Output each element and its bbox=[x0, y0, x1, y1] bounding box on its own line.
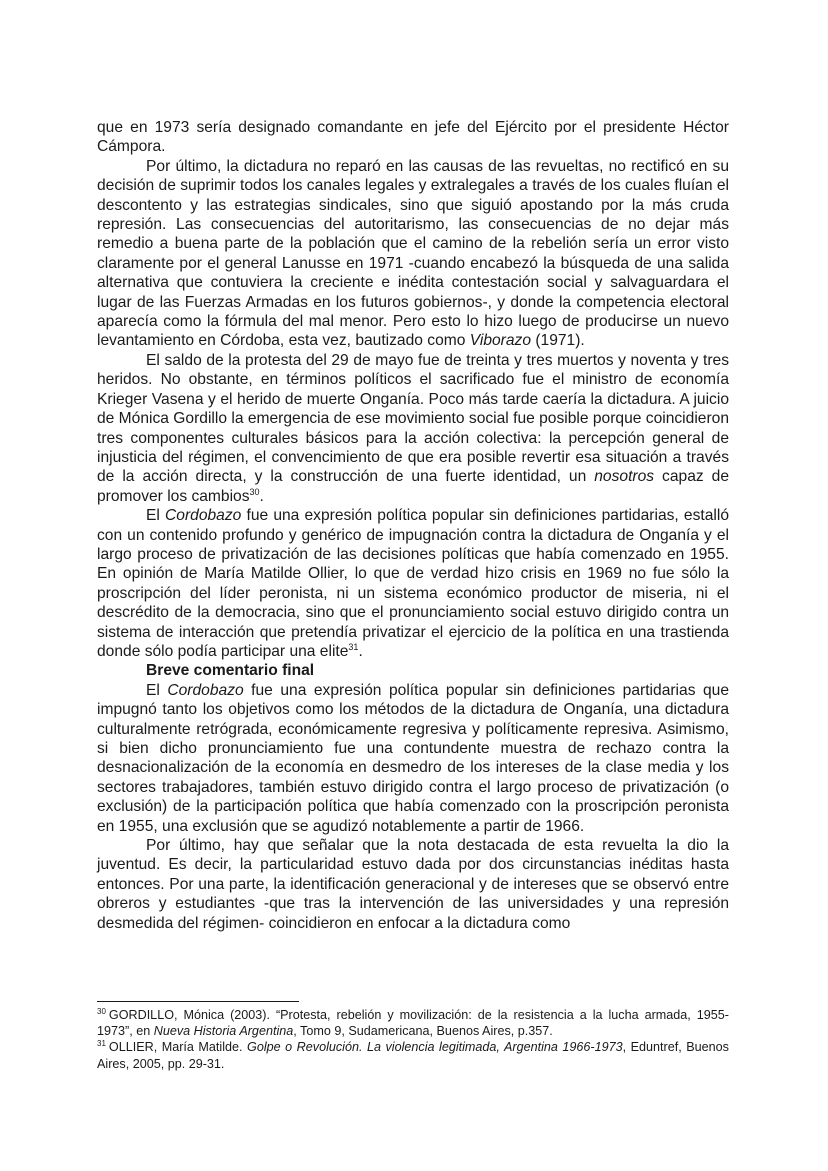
paragraph-text: . bbox=[358, 642, 363, 660]
paragraph-cordobazo-expresion bbox=[97, 506, 729, 661]
footnote-number: 31 bbox=[97, 1039, 106, 1049]
paragraph-text: Por último, la dictadura no reparó en las causas de las revueltas, no rectificó en su decisión de suprimir todos los canales legales y extralegales a través de los cuales fluían el descontento y las estrategias sindicales, sino que siguió apostando por la más cruda represión. Las consecuencias del autoritarismo, las consecuencias de no dejar más remedio a buena parte de la población que el camino de la rebelión sería un error visto claramente por el general Lanusse en 1971 -cuando encabezó la búsqueda de una salida alternativa que contuviera la creciente e inédita contestación social y salvaguardara el lugar de las Fuerzas Armadas en los futuros gobiernos-, y donde la competencia electoral aparecía como la fórmula del mal menor. Pero esto lo hizo luego de producirse un nuevo levantamiento en Córdoba, esta vez, bautizado como bbox=[97, 157, 729, 350]
italic-term-cordobazo: Cordobazo bbox=[167, 681, 244, 699]
paragraph-continued bbox=[97, 118, 729, 157]
footnote-text: OLLIER, María Matilde. bbox=[108, 1040, 248, 1055]
italic-term-cordobazo: Cordobazo bbox=[165, 507, 242, 525]
footnote-italic-title: Nueva Historia Argentina bbox=[153, 1024, 294, 1039]
paragraph-dictadura-represion bbox=[97, 157, 729, 351]
footnotes bbox=[97, 1001, 729, 1072]
italic-term-viborazo: Viborazo bbox=[469, 332, 532, 350]
paragraph-text: fue una expresión política popular sin definiciones partidarias, estalló con un contenido profundo y genérico de impugnación contra la dictadura de Onganía y el largo proceso de privatización de las decisiones políticas que había comenzado en 1955. En opinión de María Matilde Ollier, lo que de verdad hizo crisis en 1969 no fue sólo la proscripción del líder peronista, ni un sistema económico productor de miseria, ni el descrédito de la democracia, sino que el pronunciamiento social estuvo dirigido contra un sistema de interacción que pretendía privatizar el ejercicio de la política en una trastienda donde sólo podía participar una elite bbox=[97, 507, 729, 660]
paragraph-text: El bbox=[146, 681, 168, 699]
footnote-ref-30[interactable]: 30 bbox=[249, 486, 260, 497]
footnote-31 bbox=[97, 1039, 729, 1071]
paragraph-text: capaz de promover los cambios bbox=[97, 468, 729, 505]
paragraph-text: El bbox=[146, 507, 166, 525]
footnote-30 bbox=[97, 1007, 729, 1039]
footnote-number: 30 bbox=[97, 1006, 106, 1016]
paragraph-saldo-protesta bbox=[97, 351, 729, 506]
footnote-ref-31[interactable]: 31 bbox=[348, 641, 359, 652]
paragraph-text: que en 1973 sería designado comandante en jefe del Ejército por el presidente Héctor Cámpora. bbox=[97, 119, 729, 156]
footnote-separator bbox=[97, 1001, 299, 1002]
paragraph-comentario-final bbox=[97, 681, 729, 836]
footnote-text: , Eduntref, Buenos Aires, 2005, pp. 29-31. bbox=[97, 1040, 729, 1071]
body-text bbox=[97, 118, 729, 933]
paragraph-juventud bbox=[97, 836, 729, 933]
paragraph-text: Por último, hay que señalar que la nota destacada de esta revuelta la dio la juventud. Es decir, la particularidad estuvo dada por dos circunstancias inéditas hasta entonces. Por una parte, la identificación generacional y de intereses que se observó entre obreros y estudiantes -que tras la intervención de las universidades y una represión desmedida del régimen- coincidieron en enfocar a la dictadura como bbox=[97, 837, 729, 932]
paragraph-text: . bbox=[259, 487, 264, 505]
footnote-italic-title: Golpe o Revolución. La violencia legitimada, Argentina 1966-1973 bbox=[247, 1040, 623, 1055]
section-heading: Breve comentario final bbox=[146, 662, 315, 680]
footnote-text: , Tomo 9, Sudamericana, Buenos Aires, p.357. bbox=[293, 1024, 553, 1039]
paragraph-text: El saldo de la protesta del 29 de mayo fue de treinta y tres muertos y noventa y tres heridos. No obstante, en términos políticos el sacrificado fue el ministro de economía Krieger Vasena y el herido de muerte Onganía. Poco más tarde caería la dictadura. A juicio de Mónica Gordillo la emergencia de ese movimiento social fue posible porque coincidieron tres componentes culturales básicos para la acción colectiva: la percepción general de injusticia del régimen, el convencimiento de que era posible revertir esa situación a través de la acción directa, y la construcción de una fuerte identidad, un bbox=[97, 351, 729, 486]
italic-term-nosotros: nosotros bbox=[594, 468, 655, 486]
paragraph-text: (1971). bbox=[531, 332, 585, 350]
footnote-text: GORDILLO, Mónica (2003). “Protesta, rebelión y movilización: de la resistencia a la lucha armada, 1955-1973”, en bbox=[97, 1008, 729, 1039]
paragraph-text: fue una expresión política popular sin definiciones partidarias que impugnó tanto los objetivos como los métodos de la dictadura de Onganía, una dictadura culturalmente retrógrada, económicamente regresiva y políticamente represiva. Asimismo, si bien dicho pronunciamiento fue una contundente muestra de rechazo contra la desnacionalización de la economía en desmedro de los intereses de la clase media y los sectores trabajadores, también estuvo dirigido contra el largo proceso de privatización (o exclusión) de la participación política que había comenzado con la proscripción peronista en 1955, una exclusión que se agudizó notablemente a partir de 1966. bbox=[97, 681, 730, 835]
